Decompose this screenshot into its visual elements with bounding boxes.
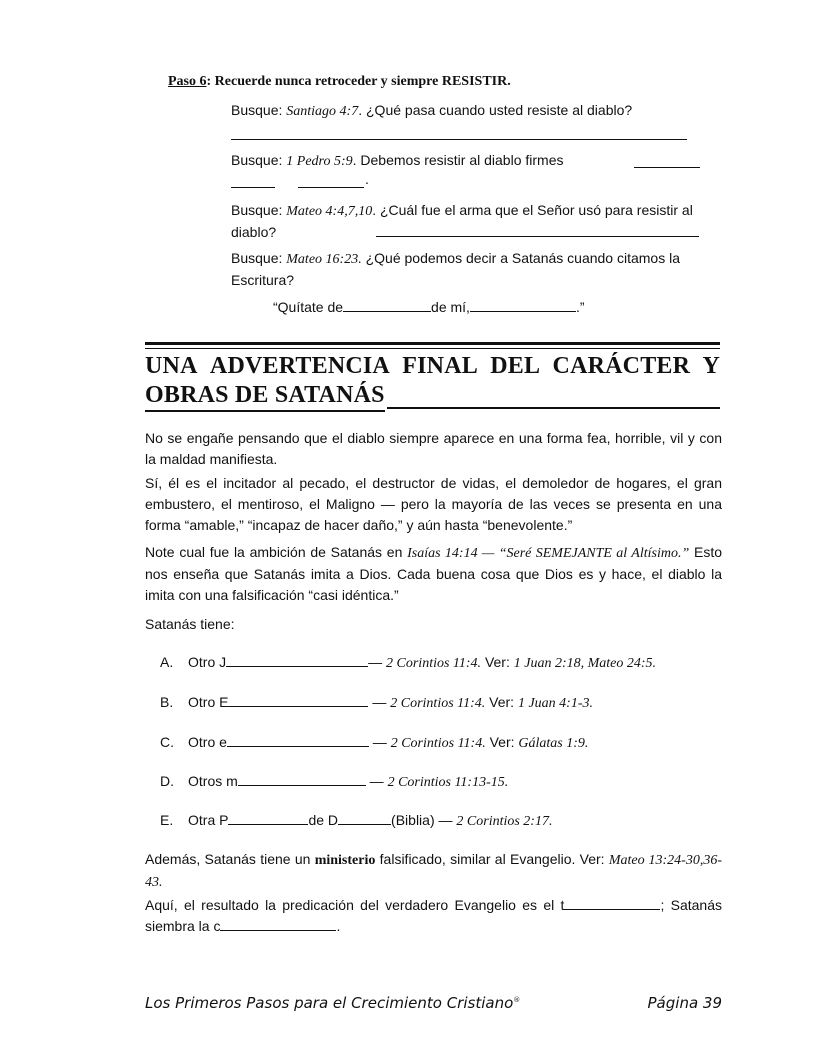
paragraph-4: Satanás tiene:	[145, 616, 235, 632]
blank-line	[338, 810, 391, 825]
answer-line	[231, 187, 275, 188]
blank-line	[228, 692, 368, 707]
list-item-c: C. Otro e — 2 Corintios 11:4. Ver: Gálatas 1:9.	[160, 734, 589, 751]
list-item-b: B. Otro E — 2 Corintios 11:4. Ver: 1 Juan 4:1-3.	[160, 694, 594, 711]
blank-line	[220, 916, 336, 931]
blank-line	[343, 297, 431, 312]
page-number: Página 39	[647, 994, 722, 1012]
scripture-ref: 2 Corintios 11:4.	[390, 696, 486, 711]
section-title: UNA ADVERTENCIA FINAL DEL CARÁCTER Y OBRAS DE SATANÁS	[145, 352, 720, 412]
scripture-ref: 2 Corintios 11:13-15.	[387, 775, 509, 790]
scripture-ref: 1 Juan 2:18, Mateo 24:5.	[513, 656, 657, 671]
blank-line	[564, 895, 660, 910]
scripture-ref: Santiago 4:7	[286, 104, 359, 119]
step-label: Paso 6	[168, 74, 207, 89]
scripture-ref: Gálatas 1:9.	[518, 736, 589, 751]
blank-line	[470, 297, 576, 312]
step-heading: Paso 6: Recuerde nunca retroceder y siempre RESISTIR.	[168, 74, 511, 89]
scripture-ref: 2 Corintios 11:4.	[386, 656, 482, 671]
busque-item-3: Busque: Mateo 4:4,7,10. ¿Cuál fue el arma que el Señor usó para resistir al diablo?	[231, 202, 693, 240]
scripture-ref: 2 Corintios 2:17.	[456, 814, 553, 829]
section-divider	[145, 348, 720, 349]
busque-item-2: Busque: 1 Pedro 5:9. Debemos resistir al diablo firmes	[231, 152, 564, 169]
blank-line	[228, 810, 308, 825]
answer-line	[376, 236, 699, 237]
paragraph-1: No se engañe pensando que el diablo siempre aparece en una forma fea, horrible, vil y con la maldad manifiesta.	[145, 430, 722, 467]
book-title: Los Primeros Pasos para el Crecimiento Cristiano®	[145, 994, 521, 1012]
blank-line	[227, 732, 369, 747]
scripture-ref: Isaías 14:14 — “Seré SEMEJANTE al Altísimo.”	[407, 546, 690, 561]
busque-item-4: Busque: Mateo 16:23. ¿Qué podemos decir a Satanás cuando citamos la Escritura?	[231, 250, 680, 288]
title-underline	[387, 406, 720, 409]
scripture-ref: Mateo 16:23.	[286, 252, 362, 267]
blank-line	[226, 652, 368, 667]
busque-item-1: Busque: Santiago 4:7. ¿Qué pasa cuando usted resiste al diablo?	[231, 102, 633, 119]
section-divider	[145, 342, 720, 345]
paragraph-6: Aquí, el resultado la predicación del verdadero Evangelio es el t ; Satanás siembra la c .	[145, 897, 722, 934]
answer-line	[634, 167, 700, 168]
paragraph-3: Note cual fue la ambición de Satanás en Isaías 14:14 — “Seré SEMEJANTE al Altísimo.” Esto nos enseña que Satanás imita a Dios. Cada buena cosa que Dios es y hace, el diablo la imita con una falsificación “casi idéntica.”	[145, 544, 723, 603]
quote-fill-in: “Quítate de de mí, .”	[273, 299, 585, 315]
scripture-ref: Mateo 13:24-30,36-43.	[145, 853, 723, 890]
answer-line	[231, 139, 687, 140]
scripture-ref: 2 Corintios 11:4.	[390, 736, 486, 751]
scripture-ref: 1 Juan 4:1-3.	[517, 696, 594, 711]
scripture-ref: Mateo 4:4,7,10	[286, 204, 373, 219]
answer-line	[298, 187, 364, 188]
blank-line	[238, 771, 366, 786]
list-item-e: E. Otra P de D (Biblia) — 2 Corintios 2:17.	[160, 812, 553, 829]
scripture-ref: 1 Pedro 5:9	[286, 154, 353, 169]
page-footer	[145, 994, 722, 1012]
list-item-a: A. Otro J — 2 Corintios 11:4. Ver: 1 Juan 2:18, Mateo 24:5.	[160, 654, 657, 671]
paragraph-2: Sí, él es el incitador al pecado, el destructor de vidas, el demoledor de hogares, el gran embustero, el mentiroso, el Maligno — pero la mayoría de las veces se presenta en una forma “amable,” “incapaz de hacer daño,” y aún hasta “benevolente.”	[145, 475, 722, 533]
list-item-d: D. Otros m — 2 Corintios 11:13-15.	[160, 773, 509, 790]
step-text: Recuerde nunca retroceder y siempre RESISTIR.	[214, 74, 511, 89]
paragraph-5: Además, Satanás tiene un ministerio falsificado, similar al Evangelio. Ver: Mateo 13:24-30,36-43.	[145, 851, 723, 890]
